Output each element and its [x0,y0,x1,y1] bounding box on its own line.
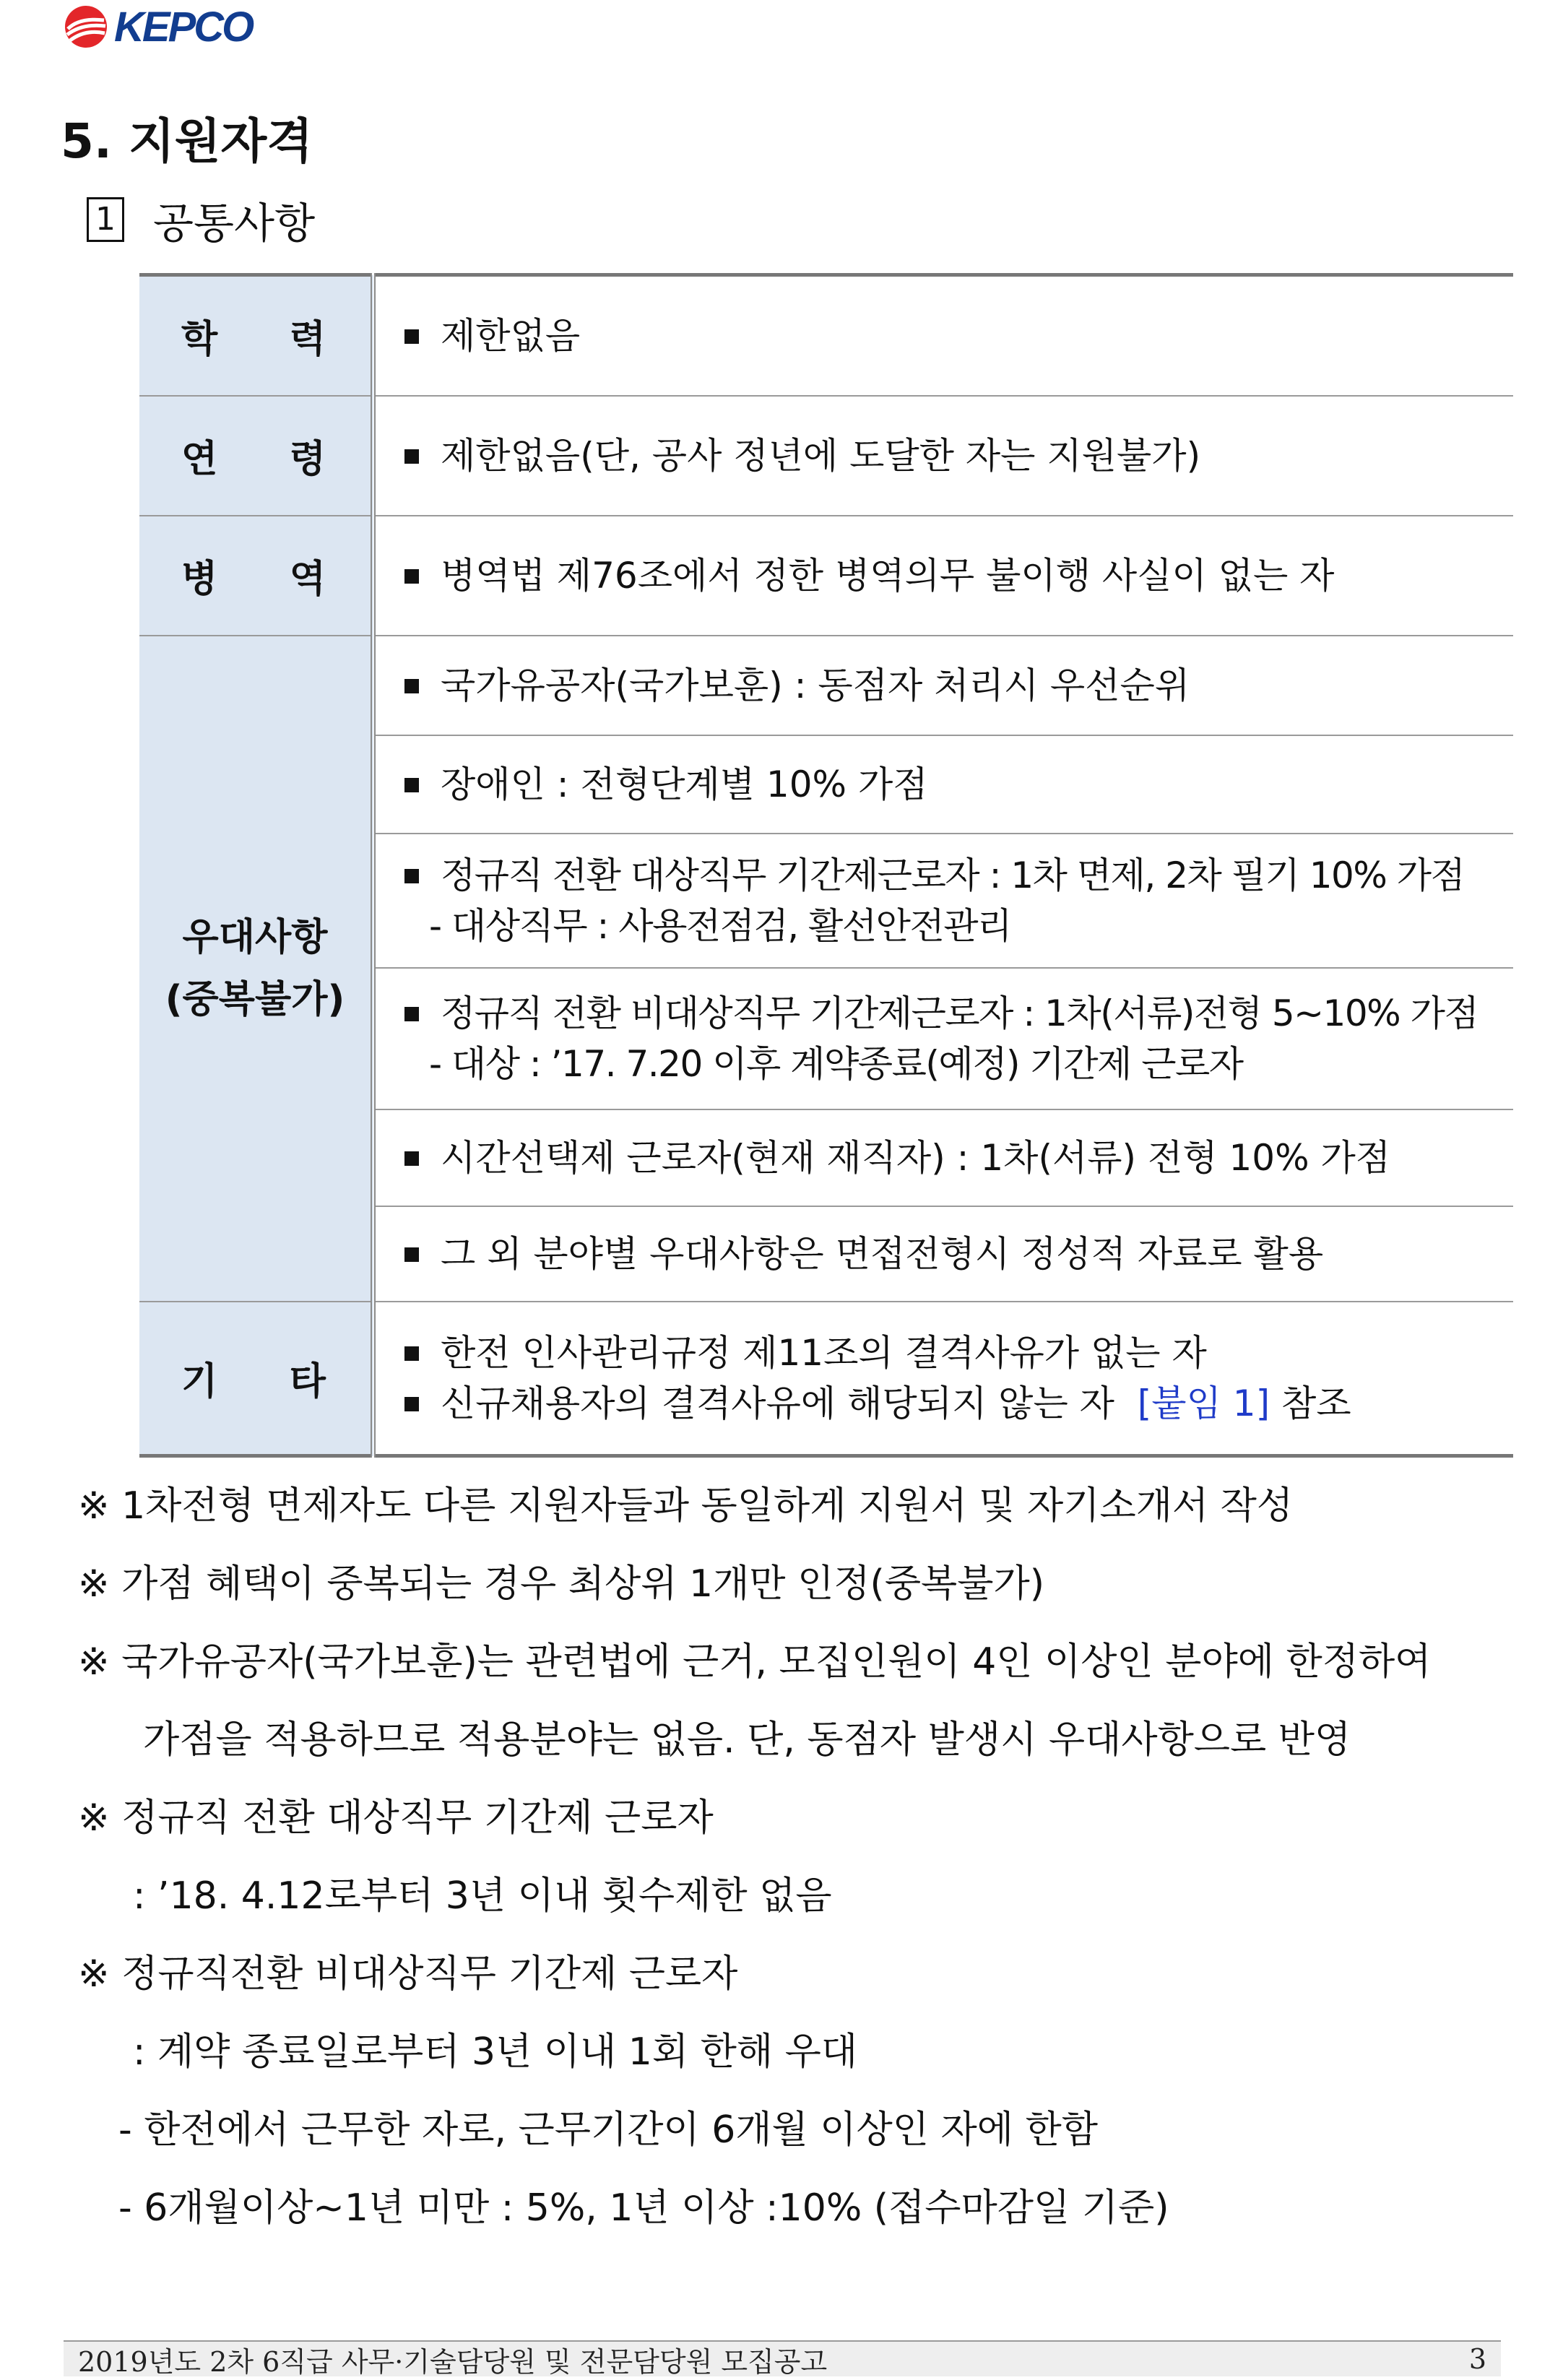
preference-text: 장애인 : 전형단계별 10% 가점 [441,763,928,805]
subsection-number-box: 1 [87,197,124,242]
preference-text: 국가유공자(국가보훈) : 동점자 처리시 우선순위 [441,664,1190,706]
etc-text: 한전 인사관리규정 제11조의 결격사유가 없는 자 [441,1331,1207,1374]
note-line: : 계약 종료일로부터 3년 이내 1회 한해 우대 [133,2030,858,2074]
preference-text: 시간선택제 근로자(현재 재직자) : 1차(서류) 전형 10% 가점 [441,1136,1391,1179]
row-text: 병역법 제76조에서 정한 병역의무 불이행 사실이 없는 자 [441,554,1335,597]
note-line: - 한전에서 근무한 자로, 근무기간이 6개월 이상인 자에 한함 [118,2108,1098,2152]
subsection-title: 공통사항 [153,199,316,248]
note-line: ※ 정규직 전환 대상직무 기간제 근로자 [78,1796,714,1840]
preference-item [373,1109,1514,1206]
row-content-age [373,396,1514,516]
label-char: 력 [289,318,326,362]
kepco-swirl-icon [64,4,108,49]
row-label-etc [139,1302,373,1456]
preference-label-line1: 우대사항 [182,915,328,959]
bullet-square-icon [404,1007,419,1021]
table-row-military [139,516,1513,636]
bullet-square-icon [404,1151,419,1166]
preference-text: 그 외 분야별 우대사항은 면접전형시 정성적 자료로 활용 [441,1232,1324,1275]
preference-item [373,735,1514,834]
note-line: : ’18. 4.12로부터 3년 이내 횟수제한 없음 [133,1874,832,1918]
label-char: 역 [289,558,326,601]
page-footer [64,2340,1501,2376]
kepco-logo [64,4,252,49]
note-line: ※ 국가유공자(국가보훈)는 관련법에 근거, 모집인원이 4인 이상인 분야에 한정하여 [78,1640,1432,1684]
bullet-square-icon [404,1346,419,1361]
bullet-square-icon [404,1247,419,1262]
etc-text: 신규채용자의 결격사유에 해당되지 않는 자 [441,1382,1114,1424]
etc-text-2 [441,1378,1351,1429]
preference-text: 정규직 전환 대상직무 기간제근로자 : 1차 면제, 2차 필기 10% 가점 [441,854,1465,896]
row-text: 제한없음(단, 공사 정년에 도달한 자는 지원불가) [441,434,1201,477]
preference-subtext: - 대상직무 : 사용전점검, 활선안전관리 [429,904,1011,947]
page-number: 3 [1468,2343,1486,2375]
section-title: 5. 지원자격 [61,113,313,169]
row-content-etc [373,1302,1514,1456]
row-content-education [373,275,1514,396]
row-text: 제한없음 [441,314,581,357]
bullet-square-icon [404,569,419,584]
label-char: 병 [181,558,218,601]
footer-title: 2019년도 2차 6직급 사무·기술담당원 및 전문담당원 모집공고 [78,2345,828,2378]
preference-item [373,968,1514,1109]
bullet-square-icon [404,869,419,883]
label-char: 연 [181,438,218,481]
bullet-square-icon [404,778,419,792]
bullet-square-icon [404,679,419,693]
attachment-reference: [붙임 1] [1137,1382,1270,1424]
preference-item [373,636,1514,735]
bullet-square-icon [404,1397,419,1411]
row-label-military [139,516,373,636]
label-char: 령 [289,438,326,481]
bullet-square-icon [404,449,419,464]
note-line: ※ 정규직전환 비대상직무 기간제 근로자 [78,1952,738,1996]
note-line: 가점을 적용하므로 적용분야는 없음. 단, 동점자 발생시 우대사항으로 반영 [143,1718,1351,1762]
row-content-military [373,516,1514,636]
table-row-age [139,396,1513,516]
note-line: - 6개월이상~1년 미만 : 5%, 1년 이상 :10% (접수마감일 기준) [118,2186,1169,2230]
label-char: 타 [289,1360,326,1404]
requirements-table [139,273,1513,1458]
table-row-preference [139,636,1513,735]
logo-text: KEPCO [114,3,253,51]
note-line: ※ 1차전형 면제자도 다른 지원자들과 동일하게 지원서 및 자기소개서 작성 [78,1484,1294,1528]
row-label-age [139,396,373,516]
row-label-education [139,275,373,396]
etc-text: 참조 [1281,1382,1351,1424]
preference-label-line2: (중복불가) [165,977,345,1021]
bullet-square-icon [404,329,419,344]
preference-item [373,1206,1514,1302]
row-label-preference [139,636,373,1302]
subsection-heading [87,189,315,250]
label-char: 학 [181,318,218,362]
table-row-etc [139,1302,1513,1456]
label-char: 기 [181,1360,218,1404]
preference-subtext: - 대상 : ’17. 7.20 이후 계약종료(예정) 기간제 근로자 [429,1042,1243,1085]
preference-item [373,834,1514,968]
table-row-education [139,275,1513,396]
note-line: ※ 가점 혜택이 중복되는 경우 최상위 1개만 인정(중복불가) [78,1562,1045,1606]
preference-text: 정규직 전환 비대상직무 기간제근로자 : 1차(서류)전형 5~10% 가점 [441,992,1478,1034]
